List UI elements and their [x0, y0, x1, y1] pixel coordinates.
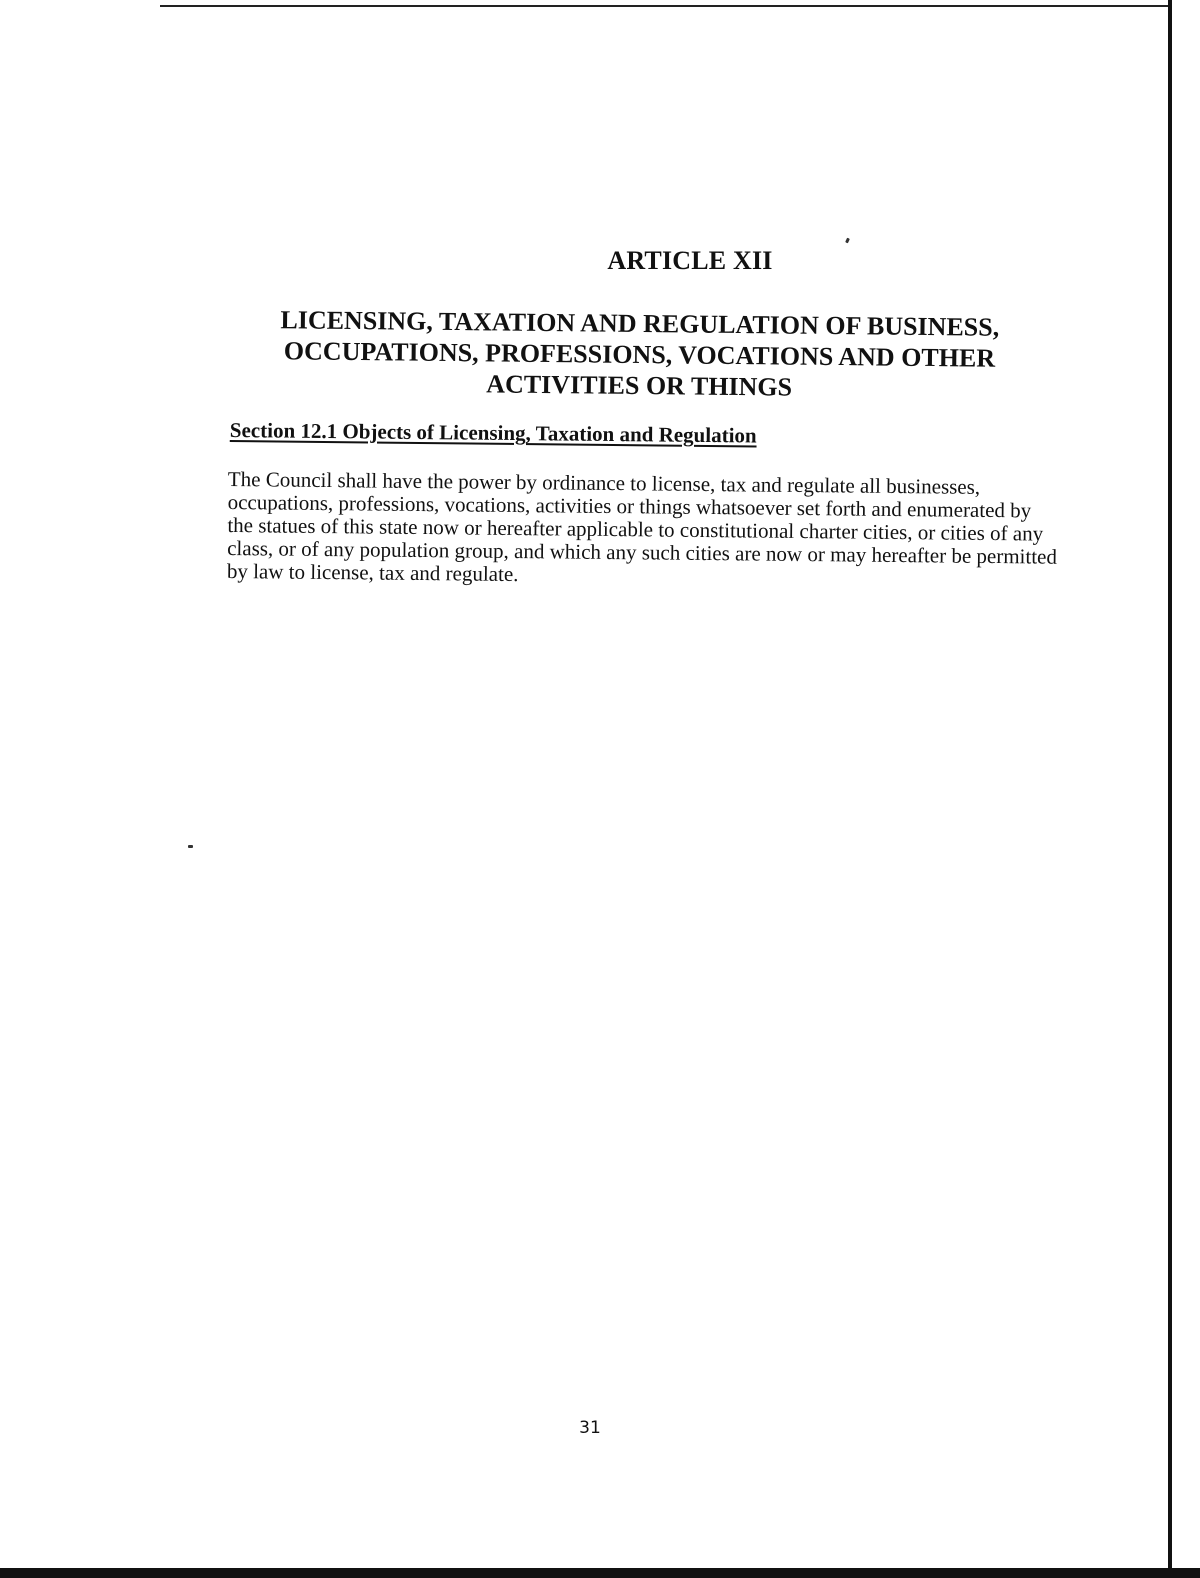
- scan-speck: [845, 238, 850, 244]
- scan-right-border: [1168, 0, 1172, 1578]
- section-heading: Section 12.1 Objects of Licensing, Taxation and Regulation: [229, 418, 757, 448]
- page-number: 31: [579, 1418, 601, 1438]
- scan-speck: [188, 845, 193, 848]
- article-title: ARTICLE XII: [607, 246, 773, 275]
- scan-top-border: [160, 5, 1170, 7]
- scan-bottom-border: [0, 1568, 1200, 1578]
- article-subtitle: LICENSING, TAXATION AND REGULATION OF BUSINESS, OCCUPATIONS, PROFESSIONS, VOCATIONS AND OTHER ACTIVITIES OR THINGS: [280, 305, 1000, 402]
- section-body-paragraph: The Council shall have the power by ordinance to license, tax and regulate all businesses, occupations, professions, vocations, activities or things whatsoever set forth and enumerated by the statues of this state now or hereafter applicable to constitutional charter cities, or cities of any class, or of any population group, and which any such cities are now or may hereafter be permitted by law to license, tax and regulate.: [226, 467, 1058, 587]
